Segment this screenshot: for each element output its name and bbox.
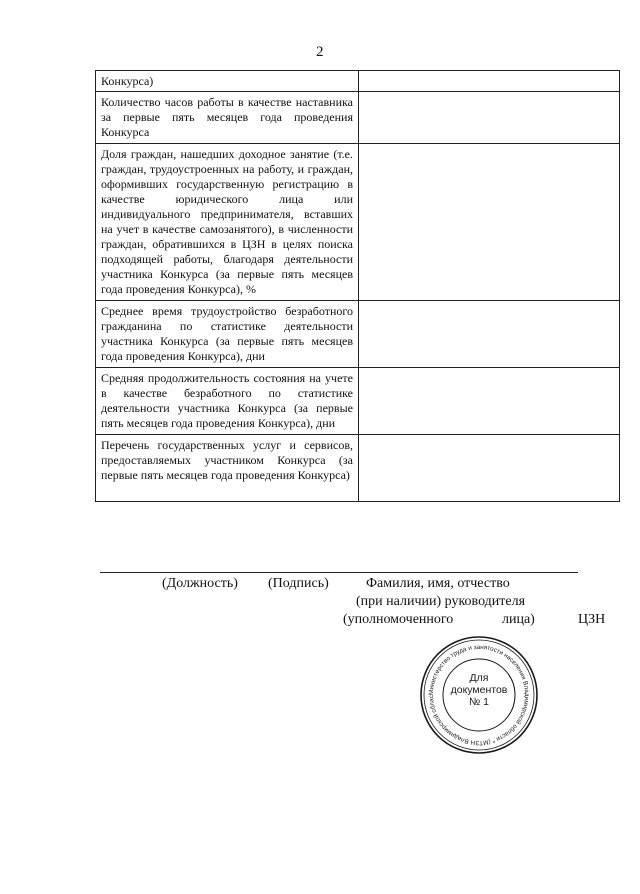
table-row bbox=[96, 92, 620, 144]
row-value bbox=[359, 71, 620, 92]
criteria-table bbox=[95, 70, 620, 502]
position-label: (Должность) bbox=[162, 576, 238, 591]
row-label: Доля граждан, нашедших доходное занятие (т.е. граждан, трудоустроенных на работу, и граждан, оформивших государственную регистрацию в качестве юридического лица или индивидуального предпринимателя, вставших на учет в качестве самозанятого), в численности граждан, обратившихся в ЦЗН в целях поиска подходящей работы, благодаря деятельности участника Конкурса (за первые пять месяцев года проведения Конкурса), % bbox=[96, 144, 359, 301]
authorized-label: (уполномоченного bbox=[343, 612, 454, 627]
table-row bbox=[96, 301, 620, 368]
signature-label: (Подпись) bbox=[268, 576, 329, 591]
row-label: Средняя продолжительность состояния на учете в качестве безработного по статистике деятельности участника Конкурса (за первые пять месяцев года проведения Конкурса), дни bbox=[96, 368, 359, 435]
table-row bbox=[96, 144, 620, 301]
stamp-line-3: № 1 bbox=[468, 696, 490, 708]
svg-text:Министерство труда и занятости: Министерство труда и занятости населения Владимирской области * (МТЗН Владимирской облас bbox=[427, 643, 531, 747]
row-value bbox=[359, 144, 620, 301]
row-value bbox=[359, 92, 620, 144]
row-value bbox=[359, 435, 620, 502]
name-label: Фамилия, имя, отчество bbox=[366, 576, 510, 591]
stamp-line-1: Для bbox=[469, 672, 489, 684]
page-number: 2 bbox=[316, 44, 324, 60]
row-label: Перечень государственных услуг и сервисов, предоставляемых участником Конкурса (за первые пять месяцев года проведения Конкурса) bbox=[96, 435, 359, 502]
table-row bbox=[96, 71, 620, 92]
row-value bbox=[359, 301, 620, 368]
stamp-line-2: документов bbox=[450, 684, 508, 696]
name-line2: (при наличии) руководителя bbox=[356, 594, 526, 609]
center-label: ЦЗН bbox=[578, 612, 606, 627]
table-row bbox=[96, 368, 620, 435]
signature-line bbox=[100, 572, 578, 573]
row-label: Среднее время трудоустройство безработного гражданина по статистике деятельности участника Конкурса (за первые пять месяцев года проведения Конкурса), дни bbox=[96, 301, 359, 368]
person-label: лица) bbox=[502, 612, 535, 627]
table-row bbox=[96, 435, 620, 502]
document-stamp bbox=[418, 634, 540, 756]
row-value bbox=[359, 368, 620, 435]
stamp-center-text bbox=[440, 672, 518, 708]
row-label: Количество часов работы в качестве наставника за первые пять месяцев года проведения Конкурса bbox=[96, 92, 359, 144]
row-label: Конкурса) bbox=[96, 71, 359, 92]
